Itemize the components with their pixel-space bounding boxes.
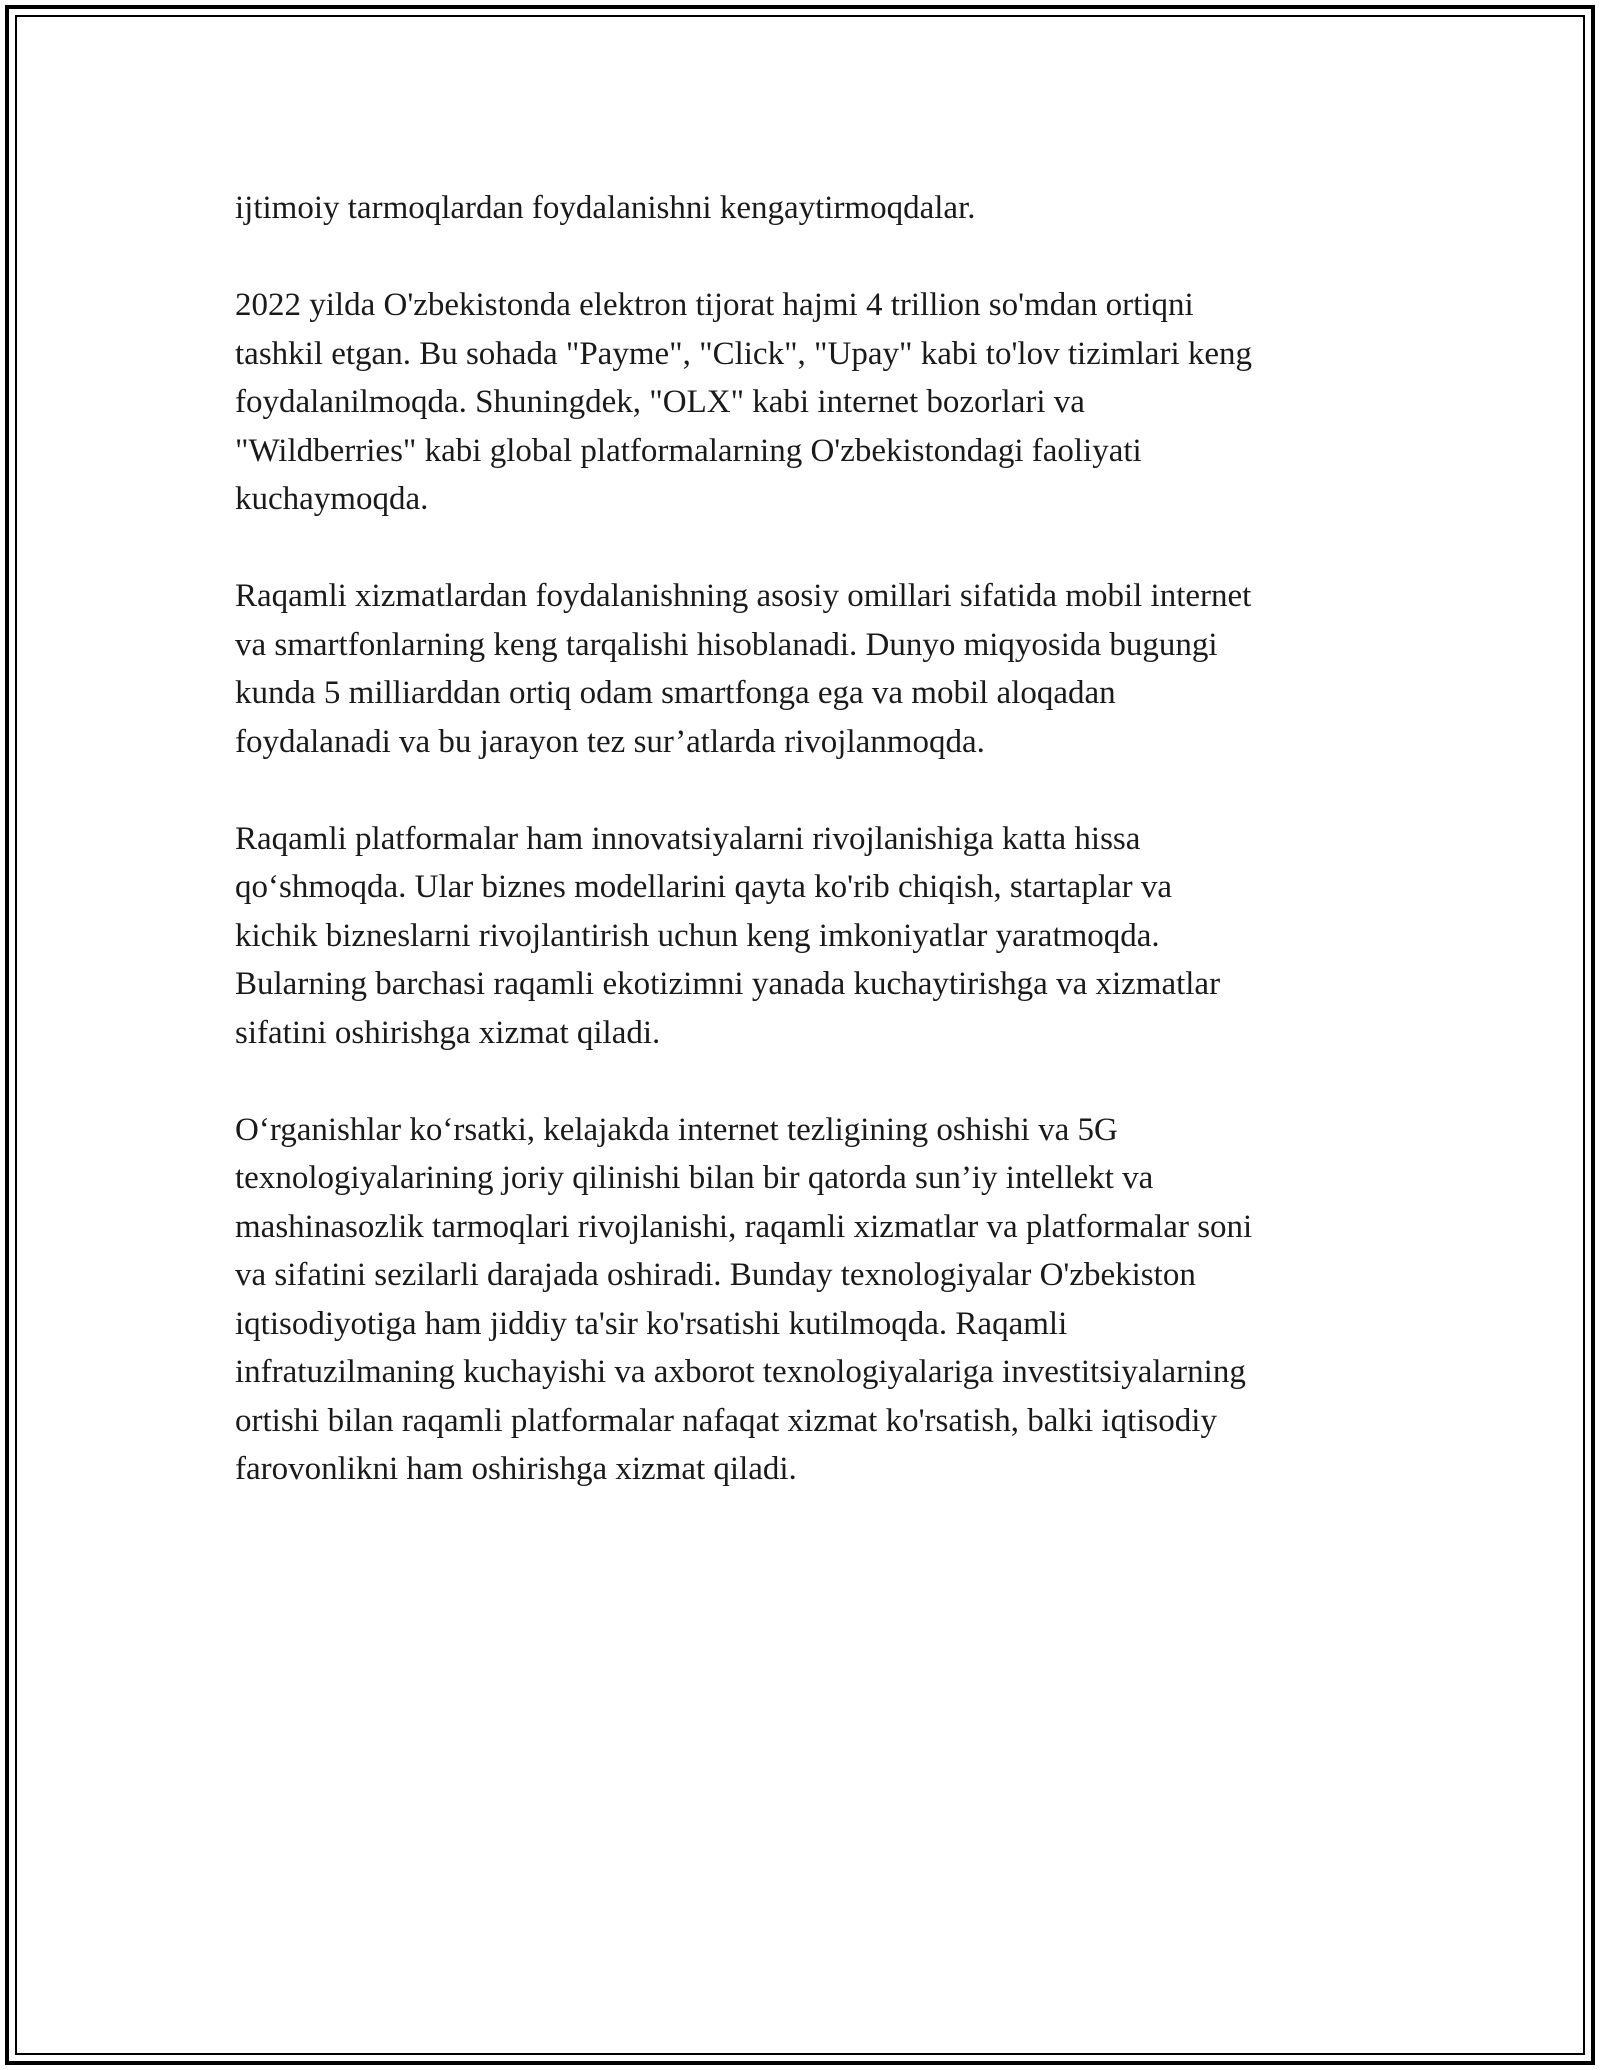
text-line: sifatini oshirishga xizmat qiladi.	[235, 1014, 661, 1051]
paragraph-1	[235, 184, 1415, 233]
paragraph-4	[235, 815, 1415, 1058]
text-line: texnologiyalarining joriy qilinishi bilan bir qatorda sun’iy intellekt va	[235, 1160, 1154, 1196]
document-body	[235, 184, 1415, 1542]
text-line: tashkil etgan. Bu sohada "Payme", "Click", "Upay" kabi to'lov tizimlari keng	[235, 335, 1253, 372]
paragraph-2	[235, 281, 1415, 524]
paragraph-5	[235, 1106, 1415, 1494]
text-line: 2022 yilda O'zbekistonda elektron tijorat hajmi 4 trillion so'mdan ortiqni	[235, 287, 1194, 323]
text-line: ortishi bilan raqamli platformalar nafaqat xizmat ko'rsatish, balki iqtisodiy	[235, 1402, 1217, 1439]
text-line: ijtimoiy tarmoqlardan foydalanishni kengaytirmoqdalar.	[235, 190, 976, 226]
text-line: Bularning barchasi raqamli ekotizimni yanada kuchaytirishga va xizmatlar	[235, 966, 1221, 1002]
text-line: mashinasozlik tarmoqlari rivojlanishi, raqamli xizmatlar va platformalar soni	[235, 1208, 1253, 1245]
text-line: qo‘shmoqda. Ular biznes modellarini qayta ko'rib chiqish, startaplar va	[235, 869, 1173, 905]
text-line: Raqamli platformalar ham innovatsiyalarni rivojlanishiga katta hissa	[235, 820, 1141, 857]
text-line: "Wildberries" kabi global platformalarning O'zbekistondagi faoliyati	[235, 432, 1142, 469]
text-line: va sifatini sezilarli darajada oshiradi. Bunday texnologiyalar O'zbekiston	[235, 1257, 1196, 1293]
text-line: iqtisodiyotiga ham jiddiy ta'sir ko'rsatishi kutilmoqda. Raqamli	[235, 1305, 1068, 1342]
paragraph-3	[235, 572, 1415, 766]
text-line: kunda 5 milliarddan ortiq odam smartfonga ega va mobil aloqadan	[235, 675, 1116, 711]
text-line: O‘rganishlar ko‘rsatki, kelajakda internet tezligining oshishi va 5G	[235, 1111, 1118, 1148]
text-line: kichik bizneslarni rivojlantirish uchun keng imkoniyatlar yaratmoqda.	[235, 917, 1160, 954]
text-line: farovonlikni ham oshirishga xizmat qiladi.	[235, 1451, 797, 1487]
text-line: Raqamli xizmatlardan foydalanishning asosiy omillari sifatida mobil internet	[235, 578, 1252, 614]
text-line: foydalanilmoqda. Shuningdek, "OLX" kabi internet bozorlari va	[235, 384, 1085, 420]
text-line: foydalanadi va bu jarayon tez sur’atlarda rivojlanmoqda.	[235, 723, 985, 760]
text-line: va smartfonlarning keng tarqalishi hisoblanadi. Dunyo miqyosida bugungi	[235, 626, 1218, 663]
text-line: kuchaymoqda.	[235, 481, 429, 517]
text-line: infratuzilmaning kuchayishi va axborot texnologiyalariga investitsiyalarning	[235, 1354, 1246, 1390]
